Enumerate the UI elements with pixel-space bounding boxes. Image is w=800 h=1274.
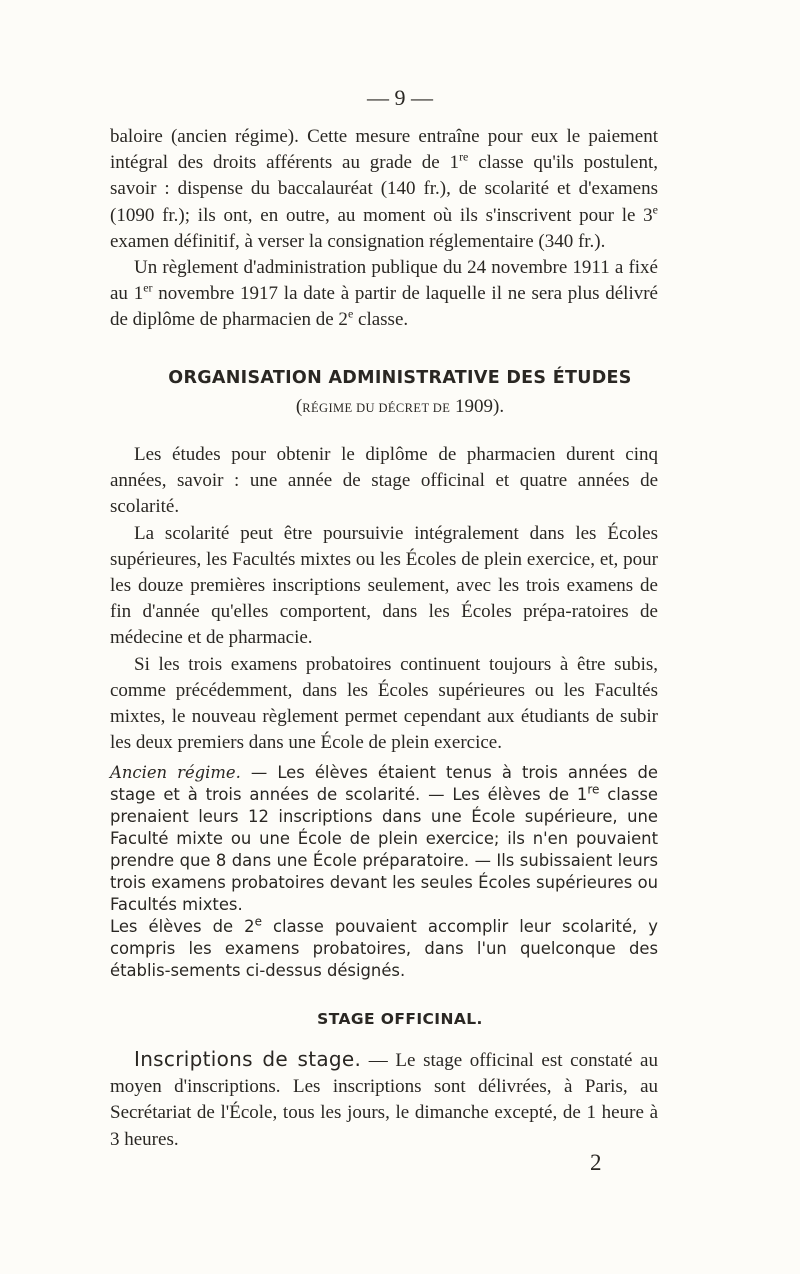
- ancien-regime-note: [110, 762, 658, 982]
- note-ancien-regime: [110, 762, 658, 916]
- subheading-open-paren: (: [295, 396, 303, 417]
- paragraph-intro-text-b: classe qu'ils postulent, savoir : dispense du baccalauréat (140 fr.), de scolarité et d'examens (1090 fr.); ils ont, en outre, au moment où ils s'inscrivent pour le 3: [110, 152, 659, 226]
- note-ancien-regime-label: Ancien régime.: [110, 763, 241, 782]
- paragraph-inscriptions-stage: [110, 1046, 658, 1153]
- paragraph-examens: Si les trois examens probatoires continuent toujours à être subis, comme précédemment, dans les Écoles supérieures ou les Facultés mixtes, le nouveau règlement permet cependant aux étudiants de subir les deux premiers dans une École de plein exercice.: [110, 653, 658, 754]
- organisation-section: [110, 442, 658, 756]
- note-deuxieme-classe-text-a: Les élèves de 2: [110, 917, 255, 936]
- paragraph-reglement-text-c: classe.: [353, 309, 409, 331]
- section-heading-organisation: ORGANISATION ADMINISTRATIVE DES ÉTUDES: [168, 368, 632, 388]
- paragraph-reglement-text-b: novembre 1917 la date à partir de laquelle il ne sera plus délivré de diplôme de pharmacien de 2: [110, 283, 658, 331]
- stage-section: [110, 1046, 658, 1153]
- note-deuxieme-classe-text-b: classe pouvaient accomplir leur scolarité, y compris les examens probatoires, dans l'un quelconque des établis-sements ci-dessus désignés.: [110, 917, 658, 980]
- paragraph-reglement: [110, 255, 658, 334]
- superscript-er: er: [143, 280, 153, 295]
- signature-mark: 2: [590, 1150, 602, 1175]
- subheading-year: 1909).: [450, 396, 505, 417]
- note-ancien-regime-text-b: classe prenaient leurs 12 inscriptions dans une École supérieure, une Faculté mixte ou une École de plein exercice; ils n'en pouvaient prendre que 8 dans une École préparatoire. — Ils subissaient leurs trois examens probatoires devant les seules Écoles supérieures ou Facultés mixtes.: [110, 785, 658, 914]
- note-superscript-re: re: [587, 782, 600, 797]
- superscript-re: re: [459, 149, 469, 164]
- note-ancien-regime-text-a: — Les élèves étaient tenus à trois années de stage et à trois années de scolarité. — Les élèves de 1: [110, 763, 658, 804]
- paragraph-etudes: Les études pour obtenir le diplôme de pharmacien durent cinq années, savoir : une année de stage officinal et quatre années de scolarité.: [110, 444, 658, 518]
- intro-section: [110, 124, 658, 334]
- section-heading-stage: STAGE OFFICINAL.: [317, 1010, 483, 1028]
- section-subheading-regime: [0, 396, 800, 418]
- superscript-e-2: e: [347, 307, 354, 322]
- paragraph-intro-text-c: examen définitif, à verser la consignation réglementaire (340 fr.).: [110, 230, 606, 252]
- subheading-smallcaps: RÉGIME DU DÉCRET DE: [302, 401, 451, 415]
- paragraph-intro-text-a: baloire (ancien régime). Cette mesure entraîne pour eux le paiement intégral des droits afférents au grade de 1: [110, 126, 658, 174]
- paragraph-reglement-text-a: Un règlement d'administration publique du 24 novembre 1911 a fixé au 1: [110, 257, 658, 305]
- page-number: — 9 —: [367, 85, 433, 110]
- paragraph-scolarite: La scolarité peut être poursuivie intégralement dans les Écoles supérieures, les Facultés mixtes ou les Écoles de plein exercice, et, pour les douze premières inscriptions seulement, avec les trois examens de fin d'année qu'elles comportent, dans les Écoles prépa-ratoires de médecine et de pharmacie.: [110, 522, 658, 649]
- note-deuxieme-classe: [110, 916, 658, 982]
- note-superscript-e: e: [254, 914, 262, 929]
- runin-inscriptions-de-stage: Inscriptions de stage.: [134, 1047, 362, 1071]
- paragraph-inscriptions-stage-text: — Le stage officinal est constaté au moyen d'inscriptions. Les inscriptions sont délivrées, à Paris, au Secrétariat de l'École, tous les jours, le dimanche excepté, de 1 heure à 3 heures.: [110, 1050, 658, 1150]
- superscript-e: e: [652, 202, 658, 217]
- paragraph-intro: [110, 124, 658, 255]
